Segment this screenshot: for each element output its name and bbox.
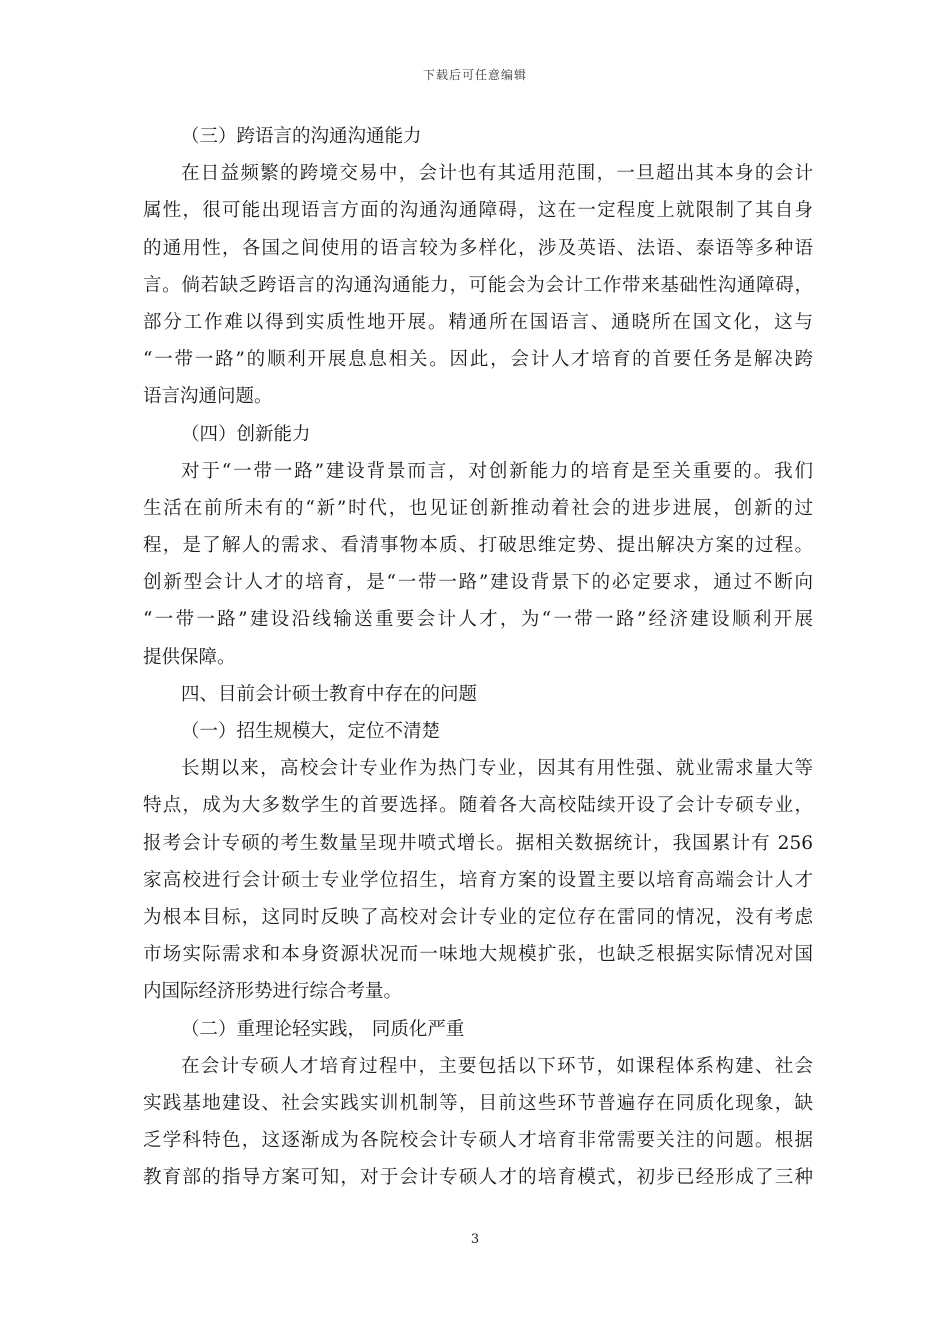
chapter-heading: 四、目前会计硕士教育中存在的问题: [181, 683, 478, 705]
page-header: 下载后可任意编辑: [422, 68, 527, 82]
paragraph-line: 提供保障。: [143, 646, 236, 668]
paragraph-line: “一带一路”建设沿线输送重要会计人才，为“一带一路”经济建设顺利开展: [143, 609, 813, 631]
paragraph-line: 实践基地建设、社会实践实训机制等，目前这些环节普遍存在同质化现象，缺: [143, 1092, 813, 1114]
section-heading: （二）重理论轻实践， 同质化严重: [181, 1018, 465, 1040]
paragraph-line: 生活在前所未有的“新”时代，也见证创新推动着社会的进步进展，创新的过: [143, 497, 813, 519]
paragraph-line: 的通用性，各国之间使用的语言较为多样化，涉及英语、法语、泰语等多种语: [143, 237, 813, 259]
paragraph-line: 属性，很可能出现语言方面的沟通沟通障碍，这在一定程度上就限制了其自身: [143, 200, 813, 222]
paragraph-line: 部分工作难以得到实质性地开展。精通所在国语言、通晓所在国文化，这与: [143, 311, 813, 333]
paragraph-line: 程，是了解人的需求、看清事物本质、打破思维定势、提出解决方案的过程。: [143, 535, 813, 557]
paragraph-line: 乏学科特色，这逐渐成为各院校会计专硕人才培育非常需要关注的问题。根据: [143, 1130, 813, 1152]
paragraph-line: 为根本目标，这同时反映了高校对会计专业的定位存在雷同的情况，没有考虑: [143, 906, 813, 928]
section-heading: （三）跨语言的沟通沟通能力: [181, 126, 422, 147]
section-heading: （一）招生规模大，定位不清楚: [181, 721, 441, 742]
paragraph-line: 特点，成为大多数学生的首要选择。随着各大高校陆续开设了会计专硕专业，: [143, 795, 813, 817]
page-number: 3: [470, 1232, 480, 1247]
paragraph-line: 创新型会计人才的培育，是“一带一路”建设背景下的必定要求，通过不断向: [143, 572, 813, 594]
paragraph-line: 家高校进行会计硕士专业学位招生，培育方案的设置主要以培育高端会计人才: [143, 869, 813, 891]
paragraph-line: 内国际经济形势进行综合考量。: [143, 981, 403, 1003]
document-body: [143, 118, 813, 1196]
section-heading: （四）创新能力: [181, 423, 311, 445]
paragraph-line: 言。倘若缺乏跨语言的沟通沟通能力，可能会为会计工作带来基础性沟通障碍，: [143, 274, 813, 296]
paragraph-line: 报考会计专硕的考生数量呈现井喷式增长。据相关数据统计，我国累计有 256: [143, 832, 813, 854]
paragraph-line: 语言沟通问题。: [143, 386, 273, 408]
paragraph-line: 在日益频繁的跨境交易中，会计也有其适用范围，一旦超出其本身的会计: [181, 163, 813, 185]
paragraph-line: 在会计专硕人才培育过程中，主要包括以下环节，如课程体系构建、社会: [181, 1055, 813, 1077]
paragraph-line: “一带一路”的顺利开展息息相关。因此，会计人才培育的首要任务是解决跨: [143, 349, 813, 371]
paragraph-line: 长期以来，高校会计专业作为热门专业，因其有用性强、就业需求量大等: [181, 758, 813, 780]
paragraph-line: 对于“一带一路”建设背景而言，对创新能力的培育是至关重要的。我们: [181, 460, 813, 482]
paragraph-line: 教育部的指导方案可知，对于会计专硕人才的培育模式，初步已经形成了三种: [143, 1167, 813, 1189]
paragraph-line: 市场实际需求和本身资源状况而一味地大规模扩张，也缺乏根据实际情况对国: [143, 944, 813, 966]
